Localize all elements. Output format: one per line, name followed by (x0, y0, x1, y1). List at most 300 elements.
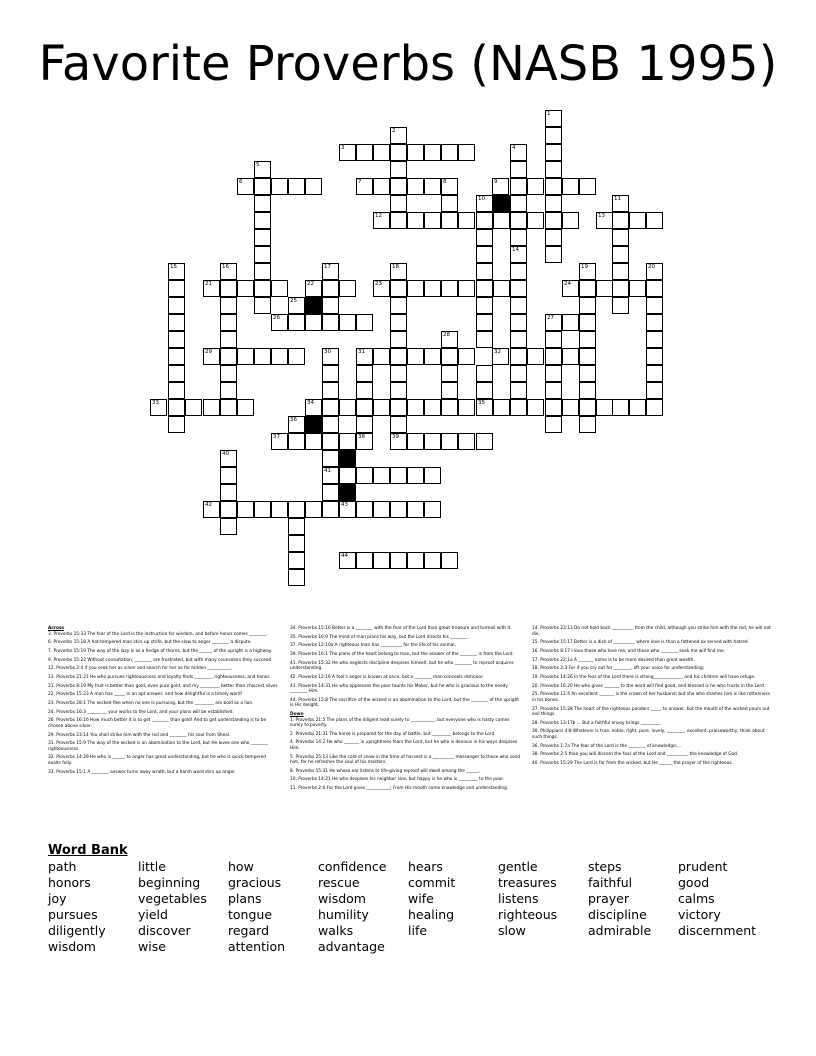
crossword-cell[interactable] (305, 314, 322, 331)
crossword-cell[interactable] (407, 348, 424, 365)
crossword-cell[interactable] (237, 178, 254, 195)
crossword-cell[interactable] (579, 314, 596, 331)
crossword-cell[interactable] (646, 280, 663, 297)
crossword-cell[interactable] (476, 212, 493, 229)
crossword-cell[interactable] (168, 297, 185, 314)
crossword-cell[interactable] (545, 314, 562, 331)
crossword-cell[interactable] (390, 365, 407, 382)
crossword-cell[interactable] (492, 178, 509, 195)
crossword-cell[interactable] (220, 501, 237, 518)
crossword-cell[interactable] (476, 297, 493, 314)
crossword-cell[interactable] (545, 178, 562, 195)
crossword-cell[interactable] (424, 552, 441, 569)
crossword-cell[interactable] (288, 433, 305, 450)
crossword-cell[interactable] (220, 263, 237, 280)
crossword-cell[interactable] (356, 433, 373, 450)
crossword-cell[interactable] (390, 552, 407, 569)
crossword-cell[interactable] (305, 280, 322, 297)
crossword-cell[interactable] (407, 178, 424, 195)
crossword-cell[interactable] (339, 280, 356, 297)
crossword-cell[interactable] (356, 314, 373, 331)
clue-text: 43. Proverbs 14:31 He who oppresses the poor taunts his Maker, but he who is gracious to the needy ________ Him. (290, 683, 508, 695)
crossword-cell[interactable] (356, 399, 373, 416)
crossword-cell[interactable] (373, 399, 390, 416)
crossword-cell[interactable] (168, 331, 185, 348)
black-square (305, 416, 322, 433)
crossword-cell[interactable] (458, 144, 475, 161)
crossword-cell[interactable] (271, 314, 288, 331)
crossword-cell[interactable] (545, 399, 562, 416)
crossword-cell[interactable] (407, 433, 424, 450)
crossword-cell[interactable] (646, 382, 663, 399)
crossword-cell[interactable] (545, 348, 562, 365)
crossword-cell[interactable] (322, 484, 339, 501)
crossword-cell[interactable] (629, 212, 646, 229)
crossword-cell[interactable] (545, 246, 562, 263)
crossword-cell[interactable] (612, 297, 629, 314)
crossword-cell[interactable] (168, 365, 185, 382)
crossword-cell[interactable] (579, 331, 596, 348)
crossword-cell[interactable] (203, 399, 220, 416)
crossword-cell[interactable] (220, 348, 237, 365)
crossword-cell[interactable] (237, 348, 254, 365)
crossword-cell[interactable] (322, 280, 339, 297)
crossword-cell[interactable] (390, 433, 407, 450)
crossword-cell[interactable] (373, 501, 390, 518)
crossword-cell[interactable] (356, 382, 373, 399)
crossword-cell[interactable] (390, 297, 407, 314)
crossword-cell[interactable] (322, 501, 339, 518)
crossword-cell[interactable] (254, 229, 271, 246)
clue-number: 15 (170, 264, 177, 270)
word-bank-item: faithful (588, 875, 633, 890)
clue-number: 41 (324, 468, 331, 474)
crossword-cell[interactable] (476, 195, 493, 212)
crossword-cell[interactable] (203, 280, 220, 297)
word-bank-item: rescue (318, 875, 360, 890)
crossword-cell[interactable] (646, 348, 663, 365)
crossword-cell[interactable] (254, 348, 271, 365)
crossword-cell[interactable] (646, 314, 663, 331)
crossword-cell[interactable] (510, 263, 527, 280)
crossword-cell[interactable] (254, 161, 271, 178)
crossword-cell[interactable] (339, 314, 356, 331)
crossword-cell[interactable] (579, 280, 596, 297)
crossword-cell[interactable] (220, 450, 237, 467)
crossword-cell[interactable] (390, 212, 407, 229)
crossword-cell[interactable] (220, 467, 237, 484)
crossword-cell[interactable] (168, 399, 185, 416)
crossword-cell[interactable] (493, 399, 510, 416)
crossword-cell[interactable] (545, 416, 562, 433)
clue-text: 42. Proverbs 12:16 A fool's anger is known at once, but a ________ man conceals dishonor. (290, 674, 484, 680)
crossword-cell[interactable] (646, 331, 663, 348)
crossword-cell[interactable] (220, 484, 237, 501)
crossword-cell[interactable] (390, 195, 407, 212)
crossword-cell[interactable] (322, 399, 339, 416)
crossword-cell[interactable] (288, 178, 305, 195)
crossword-cell[interactable] (510, 314, 527, 331)
clue-number: 42 (205, 502, 212, 508)
crossword-cell[interactable] (271, 178, 288, 195)
crossword-cell[interactable] (322, 314, 339, 331)
crossword-cell[interactable] (356, 365, 373, 382)
clue-text: 38. Proverbs 2:5 then you will discern the fear of the Lord and __________ the knowledge of God. (532, 752, 739, 758)
crossword-cell[interactable] (646, 263, 663, 280)
crossword-cell[interactable] (322, 263, 339, 280)
crossword-cell[interactable] (220, 399, 237, 416)
crossword-cell[interactable] (271, 348, 288, 365)
crossword-cell[interactable] (390, 314, 407, 331)
crossword-cell[interactable] (629, 280, 646, 297)
crossword-cell[interactable] (150, 399, 167, 416)
word-bank-item: humility (318, 907, 369, 922)
crossword-cell[interactable] (168, 280, 185, 297)
crossword-cell[interactable] (476, 331, 493, 348)
crossword-cell[interactable] (629, 399, 646, 416)
crossword-cell[interactable] (322, 433, 339, 450)
crossword-cell[interactable] (510, 382, 527, 399)
across-clues-continued (290, 626, 522, 709)
crossword-cell[interactable] (254, 212, 271, 229)
crossword-cell[interactable] (562, 178, 579, 195)
crossword-cell[interactable] (168, 416, 185, 433)
crossword-cell[interactable] (305, 501, 322, 518)
crossword-cell[interactable] (510, 297, 527, 314)
crossword-cell[interactable] (562, 280, 579, 297)
crossword-cell[interactable] (424, 501, 441, 518)
crossword-cell[interactable] (596, 399, 613, 416)
crossword-cell[interactable] (390, 127, 407, 144)
crossword-cell[interactable] (579, 178, 596, 195)
crossword-cell[interactable] (339, 501, 356, 518)
crossword-cell[interactable] (424, 178, 441, 195)
crossword-cell[interactable] (356, 348, 373, 365)
crossword-cell[interactable] (288, 501, 305, 518)
crossword-cell[interactable] (545, 161, 562, 178)
crossword-cell[interactable] (441, 331, 458, 348)
crossword-cell[interactable] (424, 433, 441, 450)
crossword-cell[interactable] (424, 399, 441, 416)
crossword-cell[interactable] (254, 178, 271, 195)
crossword-cell[interactable] (476, 229, 493, 246)
crossword-cell[interactable] (510, 195, 527, 212)
crossword-cell[interactable] (271, 501, 288, 518)
crossword-cell[interactable] (254, 501, 271, 518)
crossword-cell[interactable] (510, 246, 527, 263)
crossword-cell[interactable] (373, 467, 390, 484)
crossword-cell[interactable] (220, 382, 237, 399)
crossword-cell[interactable] (476, 280, 493, 297)
crossword-cell[interactable] (237, 501, 254, 518)
crossword-cell[interactable] (545, 212, 562, 229)
crossword-cell[interactable] (579, 365, 596, 382)
crossword-cell[interactable] (390, 280, 407, 297)
crossword-cell[interactable] (579, 263, 596, 280)
clue-number: 1 (547, 111, 551, 117)
word-bank-item: treasures (498, 875, 557, 890)
crossword-cell[interactable] (356, 178, 373, 195)
crossword-cell[interactable] (612, 229, 629, 246)
crossword-cell[interactable] (476, 365, 493, 382)
crossword-cell[interactable] (510, 331, 527, 348)
crossword-cell[interactable] (339, 399, 356, 416)
crossword-cell[interactable] (407, 467, 424, 484)
crossword-cell[interactable] (476, 399, 493, 416)
crossword-cell[interactable] (545, 195, 562, 212)
crossword-cell[interactable] (288, 314, 305, 331)
crossword-cell[interactable] (646, 212, 663, 229)
clue-text: 13. Proverbs 21:21 He who pursues righteousness and loyalty finds ________, righteousness, and honor. (48, 674, 271, 680)
crossword-cell[interactable] (562, 348, 579, 365)
crossword-cell[interactable] (271, 280, 288, 297)
crossword-cell[interactable] (390, 348, 407, 365)
crossword-cell[interactable] (168, 348, 185, 365)
clue-number: 38 (358, 434, 365, 440)
crossword-cell[interactable] (305, 399, 322, 416)
crossword-cell[interactable] (407, 552, 424, 569)
crossword-cell[interactable] (476, 382, 493, 399)
crossword-cell[interactable] (424, 280, 441, 297)
black-square (305, 297, 322, 314)
crossword-cell[interactable] (646, 297, 663, 314)
crossword-cell[interactable] (373, 212, 390, 229)
crossword-cell[interactable] (203, 348, 220, 365)
crossword-cell[interactable] (510, 399, 527, 416)
crossword-cell[interactable] (579, 297, 596, 314)
crossword-cell[interactable] (492, 348, 509, 365)
crossword-cell[interactable] (220, 314, 237, 331)
crossword-cell[interactable] (254, 280, 271, 297)
crossword-cell[interactable] (390, 331, 407, 348)
crossword-cell[interactable] (356, 467, 373, 484)
crossword-cell[interactable] (220, 331, 237, 348)
crossword-cell[interactable] (254, 263, 271, 280)
crossword-cell[interactable] (390, 263, 407, 280)
crossword-cell[interactable] (458, 280, 475, 297)
crossword-cell[interactable] (527, 399, 544, 416)
crossword-cell[interactable] (288, 348, 305, 365)
clue-text: 14. Proverbs 23:13 Do not hold back __________ from the child, although you strike him with the rod, he will not die. (532, 626, 771, 637)
crossword-cell[interactable] (458, 399, 475, 416)
crossword-cell[interactable] (510, 229, 527, 246)
crossword-cell[interactable] (545, 331, 562, 348)
crossword-cell[interactable] (168, 314, 185, 331)
crossword-cell[interactable] (220, 518, 237, 535)
word-bank-item: plans (228, 891, 262, 906)
crossword-cell[interactable] (322, 297, 339, 314)
crossword-cell[interactable] (220, 365, 237, 382)
crossword-cell[interactable] (390, 144, 407, 161)
crossword-cell[interactable] (545, 110, 562, 127)
crossword-cell[interactable] (424, 348, 441, 365)
crossword-cell[interactable] (339, 467, 356, 484)
crossword-cell[interactable] (237, 399, 254, 416)
crossword-cell[interactable] (441, 144, 458, 161)
word-bank-item: joy (48, 891, 67, 906)
crossword-cell[interactable] (390, 382, 407, 399)
word-bank-item: tongue (228, 907, 273, 922)
crossword-cell[interactable] (527, 178, 544, 195)
clue-text: 25. Proverbs 12:4 An excellent _______ is the crown of her husband; but she who shames him is like rottenness in his bones. (532, 692, 771, 703)
crossword-cell[interactable] (510, 365, 527, 382)
crossword-cell[interactable] (424, 144, 441, 161)
crossword-cell[interactable] (562, 314, 579, 331)
crossword-cell[interactable] (612, 212, 629, 229)
crossword-cell[interactable] (168, 382, 185, 399)
crossword-cell[interactable] (356, 416, 373, 433)
crossword-cell[interactable] (390, 416, 407, 433)
crossword-cell[interactable] (476, 263, 493, 280)
crossword-cell[interactable] (612, 280, 629, 297)
crossword-cell[interactable] (646, 365, 663, 382)
crossword-cell[interactable] (407, 212, 424, 229)
crossword-cell[interactable] (373, 144, 390, 161)
clue-text: 8. Proverbs 15:31 He whose ear listens to life-giving reproof will dwell among the ______. (290, 768, 481, 774)
crossword-cell[interactable] (356, 552, 373, 569)
crossword-cell[interactable] (254, 195, 271, 212)
crossword-cell[interactable] (288, 535, 305, 552)
crossword-cell[interactable] (493, 280, 510, 297)
crossword-cell[interactable] (322, 467, 339, 484)
crossword-cell[interactable] (390, 399, 407, 416)
crossword-cell[interactable] (562, 399, 579, 416)
crossword-cell[interactable] (441, 212, 458, 229)
crossword-cell[interactable] (220, 280, 237, 297)
crossword-cell[interactable] (373, 280, 390, 297)
crossword-cell[interactable] (612, 399, 629, 416)
crossword-cell[interactable] (339, 144, 356, 161)
crossword-cell[interactable] (339, 433, 356, 450)
crossword-cell[interactable] (288, 416, 305, 433)
crossword-cell[interactable] (458, 348, 475, 365)
crossword-cell[interactable] (493, 212, 510, 229)
crossword-cell[interactable] (527, 348, 544, 365)
crossword-cell[interactable] (441, 433, 458, 450)
crossword-cell[interactable] (203, 501, 220, 518)
crossword-cell[interactable] (612, 246, 629, 263)
crossword-cell[interactable] (390, 178, 407, 195)
crossword-cell[interactable] (596, 280, 613, 297)
crossword-cell[interactable] (407, 144, 424, 161)
crossword-cell[interactable] (579, 399, 596, 416)
crossword-cell[interactable] (356, 144, 373, 161)
crossword-cell[interactable] (579, 382, 596, 399)
crossword-cell[interactable] (476, 314, 493, 331)
crossword-cell[interactable] (305, 433, 322, 450)
crossword-cell[interactable] (356, 501, 373, 518)
clue-text: 28. Proverbs 13:17b ... But a faithful envoy brings _________. (532, 720, 662, 726)
crossword-cell[interactable] (527, 212, 544, 229)
crossword-cell[interactable] (373, 348, 390, 365)
crossword-cell[interactable] (322, 450, 339, 467)
crossword-cell[interactable] (612, 195, 629, 212)
crossword-cell[interactable] (562, 212, 579, 229)
crossword-cell[interactable] (458, 212, 475, 229)
crossword-cell[interactable] (545, 365, 562, 382)
crossword-cell[interactable] (441, 178, 458, 195)
crossword-cell[interactable] (545, 127, 562, 144)
crossword-cell[interactable] (322, 416, 339, 433)
crossword-cell[interactable] (322, 348, 339, 365)
crossword-cell[interactable] (271, 433, 288, 450)
crossword-cell[interactable] (441, 399, 458, 416)
crossword-cell[interactable] (390, 501, 407, 518)
crossword-cell[interactable] (441, 280, 458, 297)
crossword-cell[interactable] (612, 263, 629, 280)
crossword-cell[interactable] (579, 416, 596, 433)
crossword-cell[interactable] (254, 246, 271, 263)
crossword-cell[interactable] (390, 467, 407, 484)
clue-number: 6 (239, 179, 243, 185)
crossword-cell[interactable] (510, 178, 527, 195)
crossword-cell[interactable] (220, 297, 237, 314)
crossword-cell[interactable] (441, 195, 458, 212)
crossword-cell[interactable] (510, 161, 527, 178)
crossword-cell[interactable] (407, 501, 424, 518)
crossword-cell[interactable] (407, 399, 424, 416)
crossword-cell[interactable] (390, 161, 407, 178)
crossword-cell[interactable] (458, 433, 475, 450)
crossword-cell[interactable] (339, 552, 356, 569)
crossword-cell[interactable] (407, 280, 424, 297)
crossword-cell[interactable] (510, 280, 527, 297)
crossword-cell[interactable] (288, 569, 305, 586)
crossword-cell[interactable] (545, 229, 562, 246)
clue-text: 22. Proverbs 15:23 A man has _____ in an apt answer, and how delightful is a timely word! (48, 692, 243, 698)
crossword-cell[interactable] (254, 297, 271, 314)
clue-number: 11 (614, 196, 621, 202)
word-bank-item: walks (318, 923, 354, 938)
crossword-cell[interactable] (373, 178, 390, 195)
crossword-cell[interactable] (288, 297, 305, 314)
crossword-cell[interactable] (646, 399, 663, 416)
clue-text: 5. Proverbs 25:13 Like the cold of snow in the time of harvest is a __________ messenger to those who send him, for he refreshes the soul of his masters. (290, 754, 521, 766)
crossword-cell[interactable] (288, 518, 305, 535)
crossword-cell[interactable] (476, 246, 493, 263)
clue-text: 32. Proverbs 14:29 He who is ______ to anger has great understanding, but he who is quick-tempered exalts folly. (48, 755, 267, 766)
crossword-cell[interactable] (441, 552, 458, 569)
word-bank-item: slow (498, 923, 526, 938)
crossword-cell[interactable] (185, 399, 202, 416)
crossword-cell[interactable] (288, 552, 305, 569)
crossword-cell[interactable] (322, 365, 339, 382)
crossword-cell[interactable] (510, 212, 527, 229)
crossword-cell[interactable] (441, 348, 458, 365)
crossword-cell[interactable] (305, 178, 322, 195)
crossword-cell[interactable] (596, 212, 613, 229)
crossword-cell[interactable] (322, 382, 339, 399)
crossword-cell[interactable] (237, 280, 254, 297)
clue-text: 39. Proverbs 16:1 The plans of the heart belong to man, but the answer of the ________ is from the Lord. (290, 652, 514, 658)
crossword-cell[interactable] (424, 467, 441, 484)
crossword-cell[interactable] (545, 144, 562, 161)
crossword-cell[interactable] (441, 365, 458, 382)
crossword-cell[interactable] (441, 382, 458, 399)
crossword-cell[interactable] (373, 552, 390, 569)
crossword-cell[interactable] (510, 144, 527, 161)
crossword-cell[interactable] (424, 212, 441, 229)
crossword-cell[interactable] (476, 433, 493, 450)
clue-text: 3. Proverbs 15:33 The fear of the Lord is the instruction for wisdom, and before honor comes ________. (48, 631, 268, 637)
clue-number: 39 (392, 434, 399, 440)
crossword-cell[interactable] (579, 348, 596, 365)
crossword-cell[interactable] (510, 348, 527, 365)
crossword-cell[interactable] (168, 263, 185, 280)
word-bank-item: beginning (138, 875, 201, 890)
across-clues (48, 632, 280, 776)
crossword-cell[interactable] (545, 382, 562, 399)
